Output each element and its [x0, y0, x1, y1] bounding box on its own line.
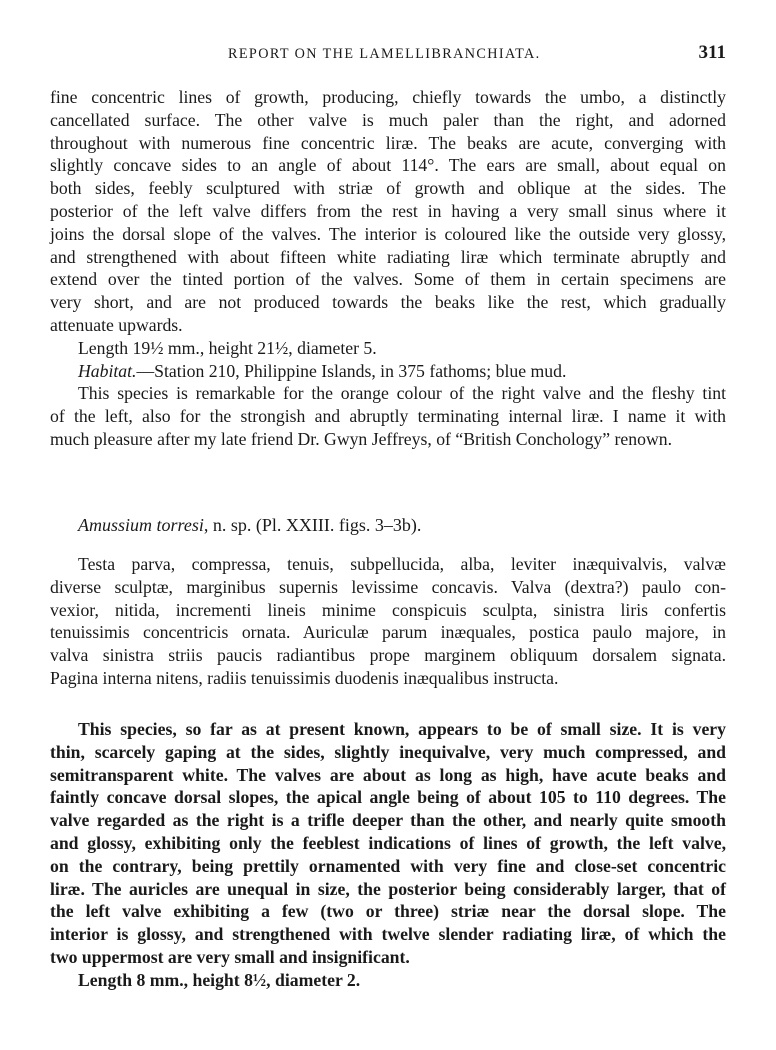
text-line: of the left, also for the strongish and abruptly terminating internal liræ. I name it with: [50, 406, 726, 427]
text-line: valve regarded as the right is a trifle deeper than the other, and nearly quite smooth: [50, 810, 726, 831]
text-line: the left valve exhibiting a few (two or three) striæ near the dorsal slope. The: [50, 901, 726, 922]
running-title: REPORT ON THE LAMELLIBRANCHIATA.: [228, 46, 541, 62]
text-line: throughout with numerous fine concentric liræ. The beaks are acute, converging with: [50, 132, 726, 153]
species-name: Amussium torresi: [78, 515, 204, 535]
text-line: much pleasure after my late friend Dr. Gwyn Jeffreys, of “British Conchology” renown.: [50, 428, 672, 449]
text-line: Testa parva, compressa, tenuis, subpellucida, alba, leviter inæquivalvis, valvæ: [78, 554, 726, 574]
text-line: on the contrary, being prettily ornamented with very fine and close-set concentric: [50, 855, 726, 876]
habitat-text: —Station 210, Philippine Islands, in 375 fathoms; blue mud.: [136, 360, 567, 381]
text-line: very short, and are not produced towards the beaks like the rest, which gradually: [50, 292, 726, 313]
text-line: liræ. The auricles are unequal in size, the posterior being considerably larger, that of: [50, 878, 726, 899]
latin-description: [50, 553, 726, 690]
text-line: cancellated surface. The other valve is much paler than the right, and adorned: [50, 109, 726, 130]
measurements-line: Length 19½ mm., height 21½, diameter 5.: [78, 337, 377, 358]
habitat-label: Habitat.: [78, 360, 137, 381]
species-heading: [78, 515, 421, 536]
text-line: interior is glossy, and strengthened with twelve slender radiating liræ, of which the: [50, 924, 726, 945]
text-line: tenuissimis concentricis ornata. Auriculæ parum inæquales, postica paulo majore, in: [50, 622, 726, 643]
text-line: This species, so far as at present known, appears to be of small size. It is very: [78, 719, 726, 739]
text-line: Pagina interna nitens, radiis tenuissimis duodenis inæqualibus instructa.: [50, 667, 559, 688]
text-line: diverse sculptæ, marginibus supernis levissime concavis. Valva (dextra?) paulo con-: [50, 576, 726, 597]
text-line: valva sinistra striis paucis radiantibus prope marginem obliquum dorsalem signata.: [50, 645, 726, 666]
habitat-line: [50, 360, 726, 383]
text-line: faintly concave dorsal slopes, the apical angle being of about 105 to 110 degrees. The: [50, 787, 726, 808]
text-line: vexior, nitida, incrementi lineis minime conspicuis sculpta, sinistra liris confertis: [50, 599, 726, 620]
text-line: fine concentric lines of growth, producing, chiefly towards the umbo, a distinctly: [50, 87, 726, 107]
text-line: semitransparent white. The valves are about as long as high, have acute beaks and: [50, 764, 726, 785]
text-line: extend over the tinted portion of the valves. Some of them in certain specimens are: [50, 269, 726, 290]
measurements-line: Length 8 mm., height 8½, diameter 2.: [78, 969, 361, 990]
species-plate-reference: , n. sp. (Pl. XXIII. figs. 3–3b).: [203, 515, 422, 535]
text-line: and strengthened with about fifteen white radiating liræ which terminate abruptly and: [50, 246, 726, 267]
text-line: attenuate upwards.: [50, 314, 183, 335]
text-line: slightly concave sides to an angle of about 114°. The ears are small, about equal on: [50, 155, 726, 176]
text-line: thin, scarcely gaping at the sides, slightly inequivalve, very much compressed, and: [50, 741, 726, 762]
text-line: This species is remarkable for the orange colour of the right valve and the fleshy tint: [78, 383, 726, 404]
continuation-paragraph: [50, 86, 726, 451]
text-line: posterior of the left valve differs from the rest in having a very small sinus where it: [50, 200, 726, 221]
english-description: [50, 718, 726, 992]
text-line: and glossy, exhibiting only the feeblest indications of lines of growth, the left valve,: [50, 832, 726, 853]
text-line: two uppermost are very small and insignificant.: [50, 946, 410, 967]
page-header: [50, 42, 726, 66]
text-line: both sides, feebly sculptured with striæ of growth and oblique at the sides. The: [50, 178, 726, 199]
page-number: 311: [698, 42, 726, 63]
text-line: joins the dorsal slope of the valves. The interior is coloured like the outside very glossy,: [50, 223, 726, 244]
